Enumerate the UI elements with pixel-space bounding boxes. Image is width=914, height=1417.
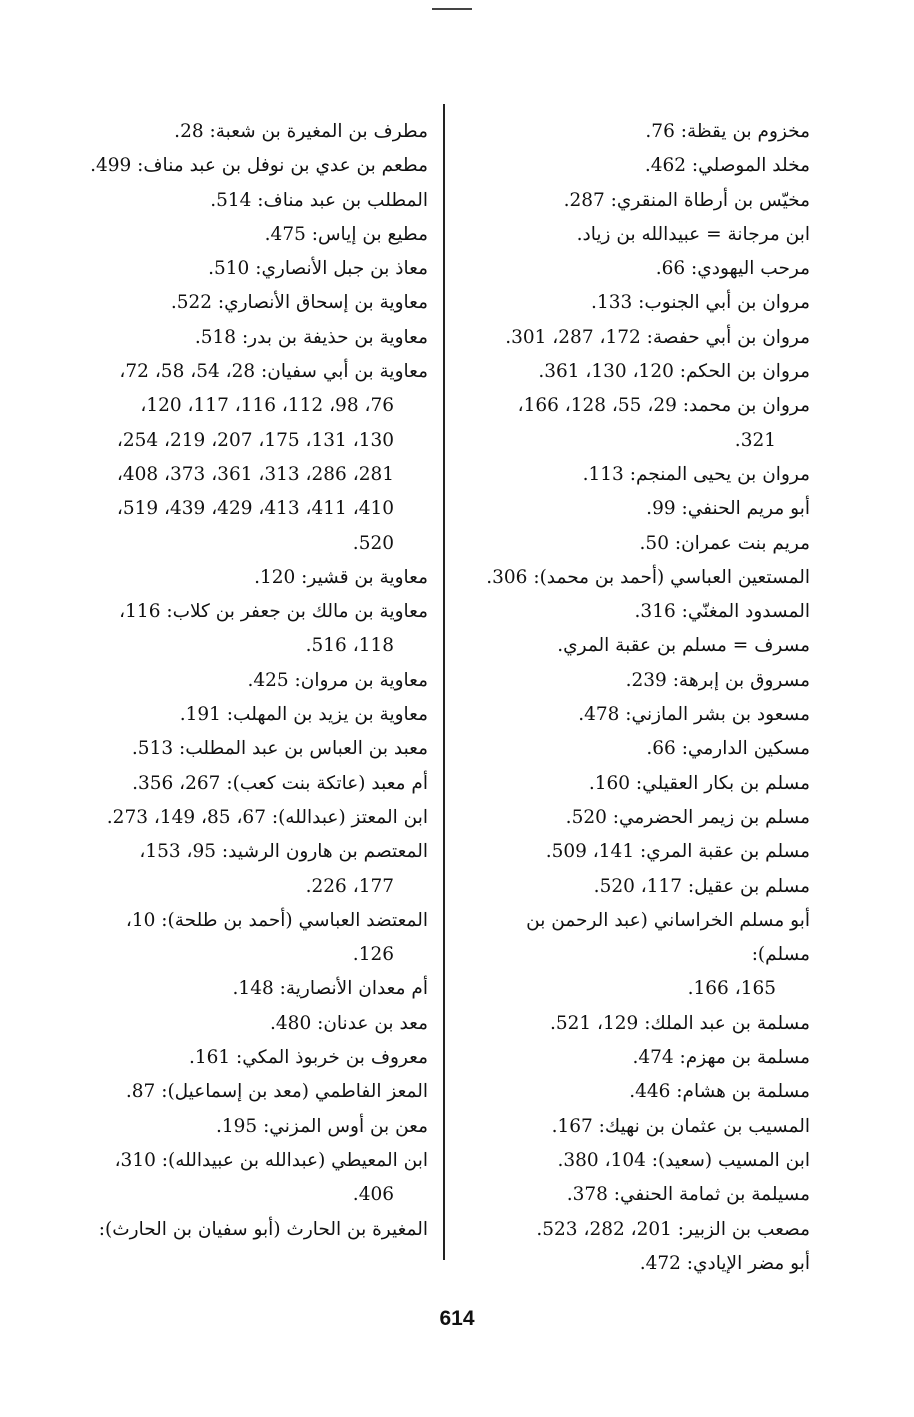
index-entry <box>80 1075 428 1109</box>
entry-text: ابن المسيب (سعيد): 104، 380. <box>557 1149 810 1171</box>
index-entry <box>80 115 428 149</box>
index-entry <box>462 492 810 526</box>
index-entry <box>80 664 428 698</box>
entry-text: المعتصم بن هارون الرشيد: 95، 153، <box>139 841 428 863</box>
index-entry <box>80 1144 428 1213</box>
entry-text: المغيرة بن الحارث (أبو سفيان بن الحارث): <box>98 1218 428 1240</box>
index-column-right <box>462 115 810 1281</box>
index-column-left <box>80 115 428 1247</box>
entry-continuation: 281، 286، 313، 361، 373، 408، <box>116 463 394 485</box>
index-entry <box>462 458 810 492</box>
index-entry <box>462 732 810 766</box>
top-rule <box>432 8 472 10</box>
column-divider <box>443 104 445 1260</box>
entry-text: مسكين الدارمي: 66. <box>646 738 810 760</box>
entry-text: مصعب بن الزبير: 201، 282، 523. <box>536 1218 810 1240</box>
index-entry <box>80 835 428 904</box>
index-entry <box>462 1247 810 1281</box>
index-entry <box>462 286 810 320</box>
index-entry <box>462 527 810 561</box>
entry-text: معروف بن خربوذ المكي: 161. <box>188 1047 428 1069</box>
entry-text: معاوية بن يزيد بن المهلب: 191. <box>179 704 428 726</box>
index-entry <box>462 561 810 595</box>
entry-continuation: 410، 411، 413، 429، 439، 519، <box>116 498 394 520</box>
entry-text: مطيع بن إياس: 475. <box>264 223 428 245</box>
entry-continuation: 76، 98، 112، 116، 117، 120، <box>140 395 394 417</box>
entry-continuation: 126. <box>352 944 394 966</box>
entry-text: معاوية بن قشير: 120. <box>254 566 428 588</box>
index-entry <box>462 835 810 869</box>
index-entry <box>462 321 810 355</box>
entry-text: مريم بنت عمران: 50. <box>639 532 810 554</box>
entry-text: أبو مضر الإيادي: 472. <box>639 1252 810 1274</box>
index-entry <box>462 355 810 389</box>
index-entry <box>462 1075 810 1109</box>
entry-text: معاوية بن حذيفة بن بدر: 518. <box>194 326 428 348</box>
entry-text: معبد بن العباس بن عبد المطلب: 513. <box>131 738 428 760</box>
index-entry <box>462 1178 810 1212</box>
index-entry <box>80 355 428 561</box>
entry-text: مسلمة بن عبد الملك: 129، 521. <box>549 1012 810 1034</box>
entry-continuation: 520. <box>352 532 394 554</box>
entry-text: المعتضد العباسي (أحمد بن طلحة): 10، <box>125 909 428 931</box>
index-entry <box>462 252 810 286</box>
entry-text: معاذ بن جبل الأنصاري: 510. <box>208 258 428 280</box>
index-entry <box>80 1007 428 1041</box>
index-entry <box>462 1213 810 1247</box>
index-entry <box>80 801 428 835</box>
index-entry <box>80 1213 428 1247</box>
entry-text: مرحب اليهودي: 66. <box>655 258 810 280</box>
entry-text: مسلمة بن مهزم: 474. <box>632 1047 810 1069</box>
entry-text: مروان بن محمد: 29، 55، 128، 166، <box>517 395 810 417</box>
entry-text: مسلم بن زيمر الحضرمي: 520. <box>565 806 810 828</box>
entry-continuation: 406. <box>352 1184 394 1206</box>
entry-text: مخيّس بن أرطاة المنقري: 287. <box>563 189 810 211</box>
entry-text: معاوية بن أبي سفيان: 28، 54، 58، 72، <box>119 361 428 383</box>
entry-text: معاوية بن مروان: 425. <box>247 669 428 691</box>
entry-text: معد بن عدنان: 480. <box>270 1012 428 1034</box>
entry-text: مسلمة بن هشام: 446. <box>629 1081 810 1103</box>
entry-text: ابن المعتز (عبدالله): 67، 85، 149، 273. <box>106 806 428 828</box>
index-entry <box>462 149 810 183</box>
index-entry <box>462 595 810 629</box>
index-entry <box>80 286 428 320</box>
entry-text: أبو مريم الحنفي: 99. <box>646 498 810 520</box>
index-entry <box>462 1110 810 1144</box>
index-entry <box>462 629 810 663</box>
entry-text: مسيلمة بن ثمامة الحنفي: 378. <box>566 1184 810 1206</box>
entry-text: ابن المعيطي (عبدالله بن عبيدالله): 310، <box>114 1149 428 1171</box>
entry-text: مطعم بن عدي بن نوفل بن عبد مناف: 499. <box>90 155 428 177</box>
entry-text: مسعود بن بشر المازني: 478. <box>578 704 810 726</box>
entry-text: معن بن أوس المزني: 195. <box>215 1115 428 1137</box>
index-entry <box>462 184 810 218</box>
index-entry <box>80 767 428 801</box>
entry-text: مطرف بن المغيرة بن شعبة: 28. <box>174 121 428 142</box>
entry-text: أبو مسلم الخراساني (عبد الرحمن بن مسلم): <box>526 909 810 966</box>
entry-text: المسيب بن عثمان بن نهيك: 167. <box>551 1115 810 1137</box>
index-entry <box>462 1041 810 1075</box>
index-entry <box>80 904 428 973</box>
entry-text: مخلد الموصلي: 462. <box>644 155 810 177</box>
entry-text: مروان بن أبي حفصة: 172، 287، 301. <box>505 326 810 348</box>
entry-text: معاوية بن مالك بن جعفر بن كلاب: 116، <box>119 601 428 623</box>
entry-text: المستعين العباسي (أحمد بن محمد): 306. <box>486 566 810 588</box>
index-entry <box>462 1144 810 1178</box>
index-entry <box>462 1007 810 1041</box>
entry-text: أم معبد (عاتكة بنت كعب): 267، 356. <box>132 772 428 794</box>
entry-continuation: 165، 166. <box>687 978 776 1000</box>
index-entry <box>80 561 428 595</box>
entry-text: المطلب بن عبد مناف: 514. <box>210 189 428 211</box>
entry-text: مروان بن أبي الجنوب: 133. <box>591 292 810 314</box>
index-entry <box>80 252 428 286</box>
index-entry <box>462 389 810 458</box>
index-entry <box>462 767 810 801</box>
index-entry <box>462 698 810 732</box>
entry-text: مسرف = مسلم بن عقبة المري. <box>557 635 810 657</box>
entry-text: المعز الفاطمي (معد بن إسماعيل): 87. <box>125 1081 428 1103</box>
index-entry <box>80 149 428 183</box>
entry-continuation: 130، 131، 175، 207، 219، 254، <box>116 429 394 451</box>
index-entry <box>80 972 428 1006</box>
index-entry <box>462 115 810 149</box>
index-entry <box>80 732 428 766</box>
index-entry <box>462 870 810 904</box>
entry-text: أم معدان الأنصارية: 148. <box>232 978 428 1000</box>
index-entry <box>80 698 428 732</box>
index-entry <box>80 1041 428 1075</box>
entry-text: ابن مرجانة = عبيدالله بن زياد. <box>576 223 810 245</box>
entry-continuation: 118، 516. <box>305 635 394 657</box>
entry-text: المسدود المغنّي: 316. <box>634 601 810 623</box>
entry-text: مسروق بن إبرهة: 239. <box>625 669 810 691</box>
entry-text: معاوية بن إسحاق الأنصاري: 522. <box>170 292 428 314</box>
entry-continuation: 321. <box>734 429 776 451</box>
entry-text: مخزوم بن يقظة: 76. <box>645 121 810 142</box>
entry-text: مسلم بن بكار العقيلي: 160. <box>588 772 810 794</box>
index-entry <box>462 218 810 252</box>
index-entry <box>80 1110 428 1144</box>
page-number: 614 <box>439 1307 475 1330</box>
index-entry <box>80 218 428 252</box>
entry-text: مروان بن يحيى المنجم: 113. <box>582 463 810 485</box>
index-entry <box>80 184 428 218</box>
index-entry <box>462 904 810 1007</box>
entry-text: مسلم بن عقبة المري: 141، 509. <box>545 841 810 863</box>
index-entry <box>80 595 428 664</box>
entry-continuation: 177، 226. <box>305 875 394 897</box>
index-entry <box>462 801 810 835</box>
entry-text: مروان بن الحكم: 120، 130، 361. <box>538 361 810 383</box>
index-entry <box>462 664 810 698</box>
index-entry <box>80 321 428 355</box>
entry-text: مسلم بن عقيل: 117، 520. <box>593 875 810 897</box>
